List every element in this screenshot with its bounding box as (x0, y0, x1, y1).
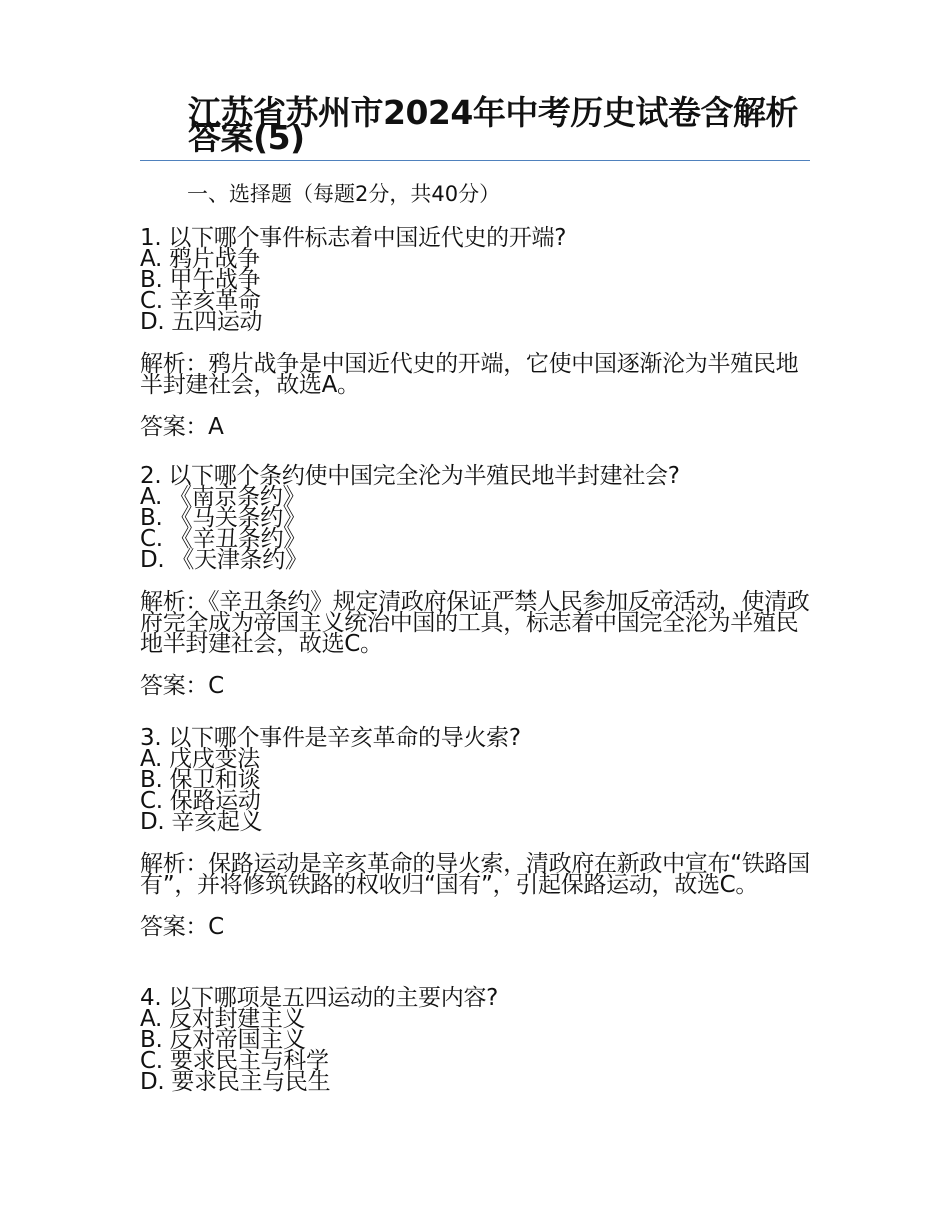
option-d: D. 五四运动 (140, 309, 263, 335)
option-a: A. 戊戌变法 (140, 746, 260, 772)
option-a: A. 《南京条约》 (140, 484, 306, 510)
option-d: D. 辛亥起义 (140, 809, 263, 835)
option-a: A. 鸦片战争 (140, 246, 260, 272)
option-b: B. 反对帝国主义 (140, 1027, 306, 1053)
analysis-text: 解析：《辛丑条约》规定清政府保证严禁人民参加反帝活动，使清政府完全成为帝国主义统治中国的工具，标志着中国完全沦为半殖民地半封建社会，故选C。 (140, 589, 810, 657)
question-3 (140, 725, 812, 940)
answer-text: 答案：A (140, 414, 224, 440)
option-b: B. 《马关条约》 (140, 505, 306, 531)
question-1 (140, 225, 812, 440)
option-c: C. 要求民主与科学 (140, 1048, 329, 1074)
question-4 (140, 985, 812, 1095)
analysis-text: 解析：鸦片战争是中国近代史的开端，它使中国逐渐沦为半殖民地半封建社会，故选A。 (140, 351, 799, 398)
question-stem: 1. 以下哪个事件标志着中国近代史的开端? (140, 225, 567, 251)
option-b: B. 保卫和谈 (140, 767, 261, 793)
question-2 (140, 463, 812, 699)
question-stem: 3. 以下哪个事件是辛亥革命的导火索? (140, 725, 521, 751)
analysis-text: 解析：保路运动是辛亥革命的导火索，清政府在新政中宣布“铁路国有”，并将修筑铁路的权收归“国有”，引起保路运动，故选C。 (140, 851, 810, 898)
answer-text: 答案：C (140, 914, 224, 940)
option-c: C. 《辛丑条约》 (140, 526, 306, 552)
section-heading: 一、选择题（每题2分，共40分） (187, 182, 501, 206)
title-underline (140, 160, 810, 161)
option-d: D. 要求民主与民生 (140, 1069, 331, 1095)
document-title: 江苏省苏州市2024年中考历史试卷含解析答案(5) (188, 93, 798, 157)
answer-text: 答案：C (140, 673, 224, 699)
question-stem: 4. 以下哪项是五四运动的主要内容? (140, 985, 499, 1011)
option-c: C. 辛亥革命 (140, 288, 261, 314)
option-d: D. 《天津条约》 (140, 547, 308, 573)
option-c: C. 保路运动 (140, 788, 261, 814)
option-a: A. 反对封建主义 (140, 1006, 306, 1032)
question-stem: 2. 以下哪个条约使中国完全沦为半殖民地半封建社会? (140, 463, 680, 489)
option-b: B. 甲午战争 (140, 267, 261, 293)
